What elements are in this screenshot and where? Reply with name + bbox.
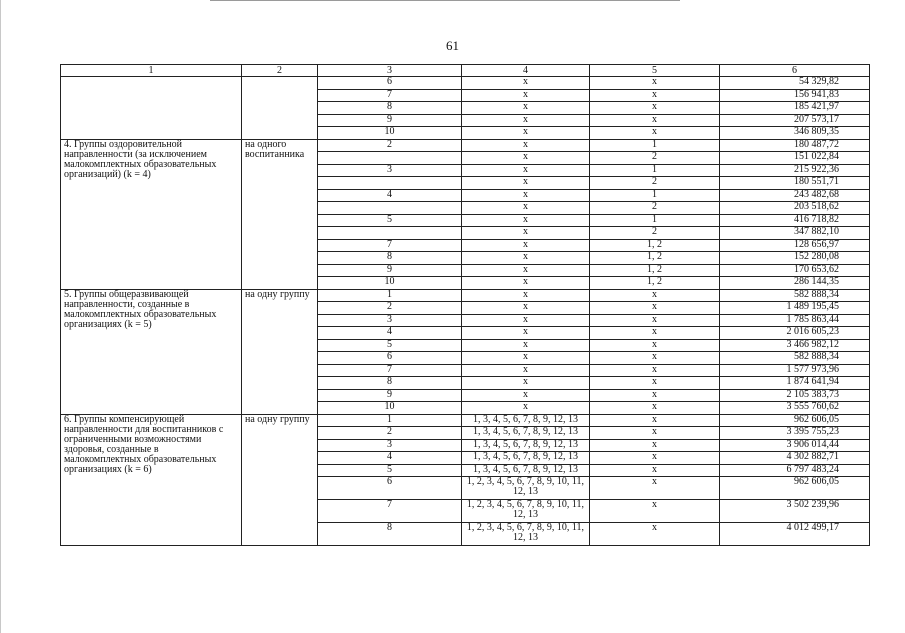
col5-cell: x [590,477,720,500]
col5-cell: x [590,364,720,377]
value-cell: 185 421,97 [720,102,870,115]
group5-name: 5. Группы общеразвивающей направленности, созданные в малокомплектных образовательных организациях (k = 5) [61,289,242,414]
k-cell: 8 [318,102,462,115]
table-row [61,77,870,90]
k-cell: 4 [318,189,462,202]
k-cell: 7 [318,364,462,377]
value-cell: 1 577 973,96 [720,364,870,377]
table-row [61,289,870,302]
col5-cell: x [590,402,720,415]
col4-cell: x [462,189,590,202]
value-cell: 152 280,08 [720,252,870,265]
value-cell: 1 489 195,45 [720,302,870,315]
col4-cell: x [462,352,590,365]
col4-cell: x [462,327,590,340]
k-cell: 6 [318,477,462,500]
col4-cell: x [462,202,590,215]
col5-cell: 1, 2 [590,264,720,277]
col4-cell: x [462,289,590,302]
k-cell: 8 [318,252,462,265]
col5-cell: x [590,464,720,477]
col4-cell: x [462,102,590,115]
header-cell: 1 [61,65,242,77]
col4-cell: 1, 3, 4, 5, 6, 7, 8, 9, 12, 13 [462,464,590,477]
k-cell: 6 [318,77,462,90]
k-cell: 9 [318,389,462,402]
value-cell: 2 016 605,23 [720,327,870,340]
value-cell: 215 922,36 [720,164,870,177]
value-cell: 54 329,82 [720,77,870,90]
col4-cell: x [462,214,590,227]
col4-cell: x [462,239,590,252]
value-cell: 128 656,97 [720,239,870,252]
col5-cell: x [590,89,720,102]
col4-cell: x [462,227,590,240]
k-cell: 2 [318,302,462,315]
empty-name-cell [61,77,242,140]
col4-cell: x [462,402,590,415]
col4-cell: x [462,339,590,352]
col4-cell: x [462,314,590,327]
col5-cell: x [590,114,720,127]
value-cell: 582 888,34 [720,289,870,302]
value-cell: 286 144,35 [720,277,870,290]
col4-cell: 1, 3, 4, 5, 6, 7, 8, 9, 12, 13 [462,414,590,427]
k-cell: 10 [318,277,462,290]
k-cell: 3 [318,164,462,177]
k-cell: 10 [318,402,462,415]
col5-cell: x [590,352,720,365]
col5-cell: x [590,427,720,440]
col5-cell: 1, 2 [590,239,720,252]
col5-cell: x [590,339,720,352]
col5-cell: 2 [590,177,720,190]
k-cell: 2 [318,139,462,152]
k-cell [318,227,462,240]
col4-cell: 1, 2, 3, 4, 5, 6, 7, 8, 9, 10, 11, 12, 13 [462,500,590,523]
value-cell: 4 012 499,17 [720,523,870,546]
value-cell: 347 882,10 [720,227,870,240]
col4-cell: 1, 3, 4, 5, 6, 7, 8, 9, 12, 13 [462,452,590,465]
col5-cell: x [590,289,720,302]
value-cell: 3 502 239,96 [720,500,870,523]
k-cell: 5 [318,464,462,477]
value-cell: 180 551,71 [720,177,870,190]
col4-cell: x [462,77,590,90]
page-number: 61 [446,38,459,53]
group6-name: 6. Группы компенсирующей направленности для воспитанников с ограниченными возможностями здоровья, созданные в малокомплектных образовательных организациях (k = 6) [61,414,242,546]
k-cell: 7 [318,89,462,102]
col5-cell: x [590,102,720,115]
k-cell: 6 [318,352,462,365]
col5-cell: 1, 2 [590,277,720,290]
col4-cell: x [462,177,590,190]
k-cell: 8 [318,523,462,546]
header-cell: 4 [462,65,590,77]
col4-cell: x [462,127,590,140]
k-cell [318,152,462,165]
col4-cell: x [462,364,590,377]
value-cell: 3 555 760,62 [720,402,870,415]
value-cell: 156 941,83 [720,89,870,102]
col4-cell: x [462,389,590,402]
value-cell: 4 302 882,71 [720,452,870,465]
col5-cell: 2 [590,227,720,240]
value-cell: 346 809,35 [720,127,870,140]
value-cell: 582 888,34 [720,352,870,365]
col5-cell: x [590,314,720,327]
k-cell [318,177,462,190]
col5-cell: x [590,523,720,546]
k-cell [318,202,462,215]
value-cell: 416 718,82 [720,214,870,227]
value-cell: 3 395 755,23 [720,427,870,440]
scan-top-edge [210,0,680,2]
value-cell: 170 653,62 [720,264,870,277]
value-cell: 6 797 483,24 [720,464,870,477]
value-cell: 1 785 863,44 [720,314,870,327]
value-cell: 207 573,17 [720,114,870,127]
k-cell: 7 [318,500,462,523]
col4-cell: 1, 2, 3, 4, 5, 6, 7, 8, 9, 10, 11, 12, 13 [462,477,590,500]
group5-unit: на одну группу [242,289,318,414]
k-cell: 7 [318,239,462,252]
col4-cell: x [462,252,590,265]
header-cell: 3 [318,65,462,77]
col5-cell: x [590,377,720,390]
col5-cell: 1 [590,214,720,227]
k-cell: 9 [318,114,462,127]
k-cell: 3 [318,439,462,452]
col4-cell: x [462,164,590,177]
col4-cell: 1, 3, 4, 5, 6, 7, 8, 9, 12, 13 [462,439,590,452]
value-cell: 962 606,05 [720,414,870,427]
header-cell: 5 [590,65,720,77]
value-cell: 3 906 014,44 [720,439,870,452]
col4-cell: x [462,89,590,102]
col4-cell: x [462,277,590,290]
col4-cell: x [462,377,590,390]
k-cell: 1 [318,289,462,302]
col4-cell: x [462,139,590,152]
k-cell: 10 [318,127,462,140]
col5-cell: 1 [590,189,720,202]
col5-cell: 1 [590,164,720,177]
k-cell: 8 [318,377,462,390]
col4-cell: x [462,152,590,165]
value-cell: 3 466 982,12 [720,339,870,352]
col5-cell: x [590,500,720,523]
value-cell: 180 487,72 [720,139,870,152]
k-cell: 1 [318,414,462,427]
col5-cell: x [590,127,720,140]
value-cell: 1 874 641,94 [720,377,870,390]
group4-unit: на одного воспитанника [242,139,318,289]
col5-cell: 2 [590,202,720,215]
group6-unit: на одну группу [242,414,318,546]
k-cell: 9 [318,264,462,277]
col4-cell: 1, 3, 4, 5, 6, 7, 8, 9, 12, 13 [462,427,590,440]
col5-cell: x [590,439,720,452]
value-cell: 962 606,05 [720,477,870,500]
header-cell: 2 [242,65,318,77]
k-cell: 5 [318,214,462,227]
table-row [61,414,870,427]
value-cell: 2 105 383,73 [720,389,870,402]
empty-unit-cell [242,77,318,140]
col5-cell: x [590,452,720,465]
k-cell: 5 [318,339,462,352]
col4-cell: 1, 2, 3, 4, 5, 6, 7, 8, 9, 10, 11, 12, 13 [462,523,590,546]
col5-cell: x [590,302,720,315]
tariff-table [60,64,870,546]
k-cell: 2 [318,427,462,440]
col5-cell: x [590,414,720,427]
col5-cell: 2 [590,152,720,165]
col5-cell: x [590,389,720,402]
col4-cell: x [462,302,590,315]
value-cell: 243 482,68 [720,189,870,202]
col5-cell: x [590,327,720,340]
value-cell: 203 518,62 [720,202,870,215]
header-row [61,65,870,77]
col5-cell: 1, 2 [590,252,720,265]
col4-cell: x [462,114,590,127]
col5-cell: 1 [590,139,720,152]
k-cell: 4 [318,327,462,340]
scan-left-edge [0,0,2,633]
k-cell: 3 [318,314,462,327]
header-cell: 6 [720,65,870,77]
k-cell: 4 [318,452,462,465]
group4-name: 4. Группы оздоровительной направленности (за исключением малокомплектных образовательных организаций) (k = 4) [61,139,242,289]
col5-cell: x [590,77,720,90]
value-cell: 151 022,84 [720,152,870,165]
table-row [61,139,870,152]
col4-cell: x [462,264,590,277]
